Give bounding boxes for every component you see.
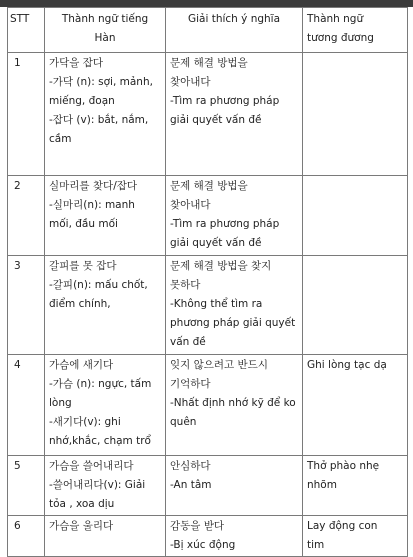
row-number: 5 xyxy=(8,456,45,516)
table-row xyxy=(8,53,408,176)
cell-line: 잊지 않으려고 반드시 xyxy=(170,359,268,371)
cell-line: 감동을 받다 xyxy=(170,520,225,532)
row-number: 1 xyxy=(8,53,45,176)
header-korean-idiom xyxy=(45,8,166,53)
cell-line: vấn đề xyxy=(170,336,206,348)
cell-line: cầm xyxy=(49,133,72,145)
row-number: 6 xyxy=(8,516,45,557)
header-equivalent-line: tương đương xyxy=(307,32,374,44)
header-korean-idiom-line: Thành ngữ tiếng xyxy=(61,13,149,25)
cell-line: quên xyxy=(170,416,197,428)
header-stt: STT xyxy=(8,8,45,53)
cell-line: 찾아내다 xyxy=(170,76,211,88)
cell-line: tỏa , xoa dịu xyxy=(49,498,115,510)
explanation-cell xyxy=(166,355,303,456)
cell-line: -Bị xúc động xyxy=(170,539,236,551)
cell-line: -An tâm xyxy=(170,479,212,491)
korean-idiom-cell xyxy=(45,256,166,355)
cell-line: tim xyxy=(307,539,325,551)
cell-line: -갈피(n): mấu chốt, xyxy=(49,279,148,291)
cell-line: 문제 해결 방법을 xyxy=(170,180,248,192)
cell-line: -Tìm ra phương pháp xyxy=(170,95,280,107)
cell-line: -가슴 (n): ngực, tấm xyxy=(49,378,152,390)
cell-line: 가슴을 쓸어내리다 xyxy=(49,460,134,472)
cell-line: -새기다(v): ghi xyxy=(49,416,121,428)
idiom-table xyxy=(7,7,408,557)
cell-line: điểm chính, xyxy=(49,298,111,310)
cell-line: giải quyết vấn đề xyxy=(170,114,262,126)
cell-line: 안심하다 xyxy=(170,460,211,472)
cell-line: Ghi lòng tạc dạ xyxy=(307,359,387,371)
cell-line: nhõm xyxy=(307,479,337,491)
korean-idiom-cell xyxy=(45,516,166,557)
row-number: 3 xyxy=(8,256,45,355)
cell-line: giải quyết vấn đề xyxy=(170,237,262,249)
top-bar xyxy=(0,0,413,7)
table-row xyxy=(8,256,408,355)
table-row xyxy=(8,176,408,256)
header-equivalent xyxy=(303,8,408,53)
cell-line: mối, đầu mối xyxy=(49,218,118,230)
cell-line: -Tìm ra phương pháp xyxy=(170,218,280,230)
equivalent-cell xyxy=(303,516,408,557)
table-row xyxy=(8,456,408,516)
korean-idiom-cell xyxy=(45,176,166,256)
cell-line: -쓸어내리다(v): Giải xyxy=(49,479,146,491)
equivalent-cell xyxy=(303,355,408,456)
explanation-cell xyxy=(166,256,303,355)
equivalent-cell xyxy=(303,456,408,516)
cell-line: 가닥을 잡다 xyxy=(49,57,104,69)
table-row xyxy=(8,355,408,456)
cell-line: -잡다 (v): bắt, nắm, xyxy=(49,114,149,126)
header-equivalent-line: Thành ngữ xyxy=(307,13,364,25)
equivalent-cell xyxy=(303,176,408,256)
equivalent-cell xyxy=(303,53,408,176)
header-korean-idiom-line: Hàn xyxy=(94,32,116,44)
cell-line: 실마리를 찾다/잡다 xyxy=(49,180,138,192)
cell-line: Lay động con xyxy=(307,520,378,532)
cell-line: 찾아내다 xyxy=(170,199,211,211)
korean-idiom-cell xyxy=(45,355,166,456)
cell-line: 가슴을 울리다 xyxy=(49,520,114,532)
cell-line: 갈피를 못 잡다 xyxy=(49,260,117,272)
explanation-cell xyxy=(166,456,303,516)
explanation-cell xyxy=(166,516,303,557)
cell-line: phương pháp giải quyết xyxy=(170,317,296,329)
cell-line: 문제 해결 방법을 xyxy=(170,57,248,69)
equivalent-cell xyxy=(303,256,408,355)
cell-line: nhớ,khắc, chạm trổ xyxy=(49,435,151,447)
cell-line: Thở phào nhẹ xyxy=(307,460,380,472)
cell-line: 문제 해결 방법을 찾지 xyxy=(170,260,272,272)
explanation-cell xyxy=(166,176,303,256)
explanation-cell xyxy=(166,53,303,176)
korean-idiom-cell xyxy=(45,456,166,516)
cell-line: -Không thể tìm ra xyxy=(170,298,263,310)
table-row xyxy=(8,516,408,557)
cell-line: -Nhất định nhớ kỹ để ko xyxy=(170,397,296,409)
row-number: 4 xyxy=(8,355,45,456)
cell-line: lòng xyxy=(49,397,72,409)
cell-line: 기억하다 xyxy=(170,378,211,390)
korean-idiom-cell xyxy=(45,53,166,176)
row-number: 2 xyxy=(8,176,45,256)
cell-line: 가슴에 새기다 xyxy=(49,359,114,371)
cell-line: -실마리(n): manh xyxy=(49,199,135,211)
cell-line: -가닥 (n): sợi, mảnh, xyxy=(49,76,153,88)
cell-line: 못하다 xyxy=(170,279,201,291)
header-explanation: Giải thích ý nghĩa xyxy=(166,8,303,53)
header-row xyxy=(8,8,408,53)
cell-line: miếng, đoạn xyxy=(49,95,115,107)
